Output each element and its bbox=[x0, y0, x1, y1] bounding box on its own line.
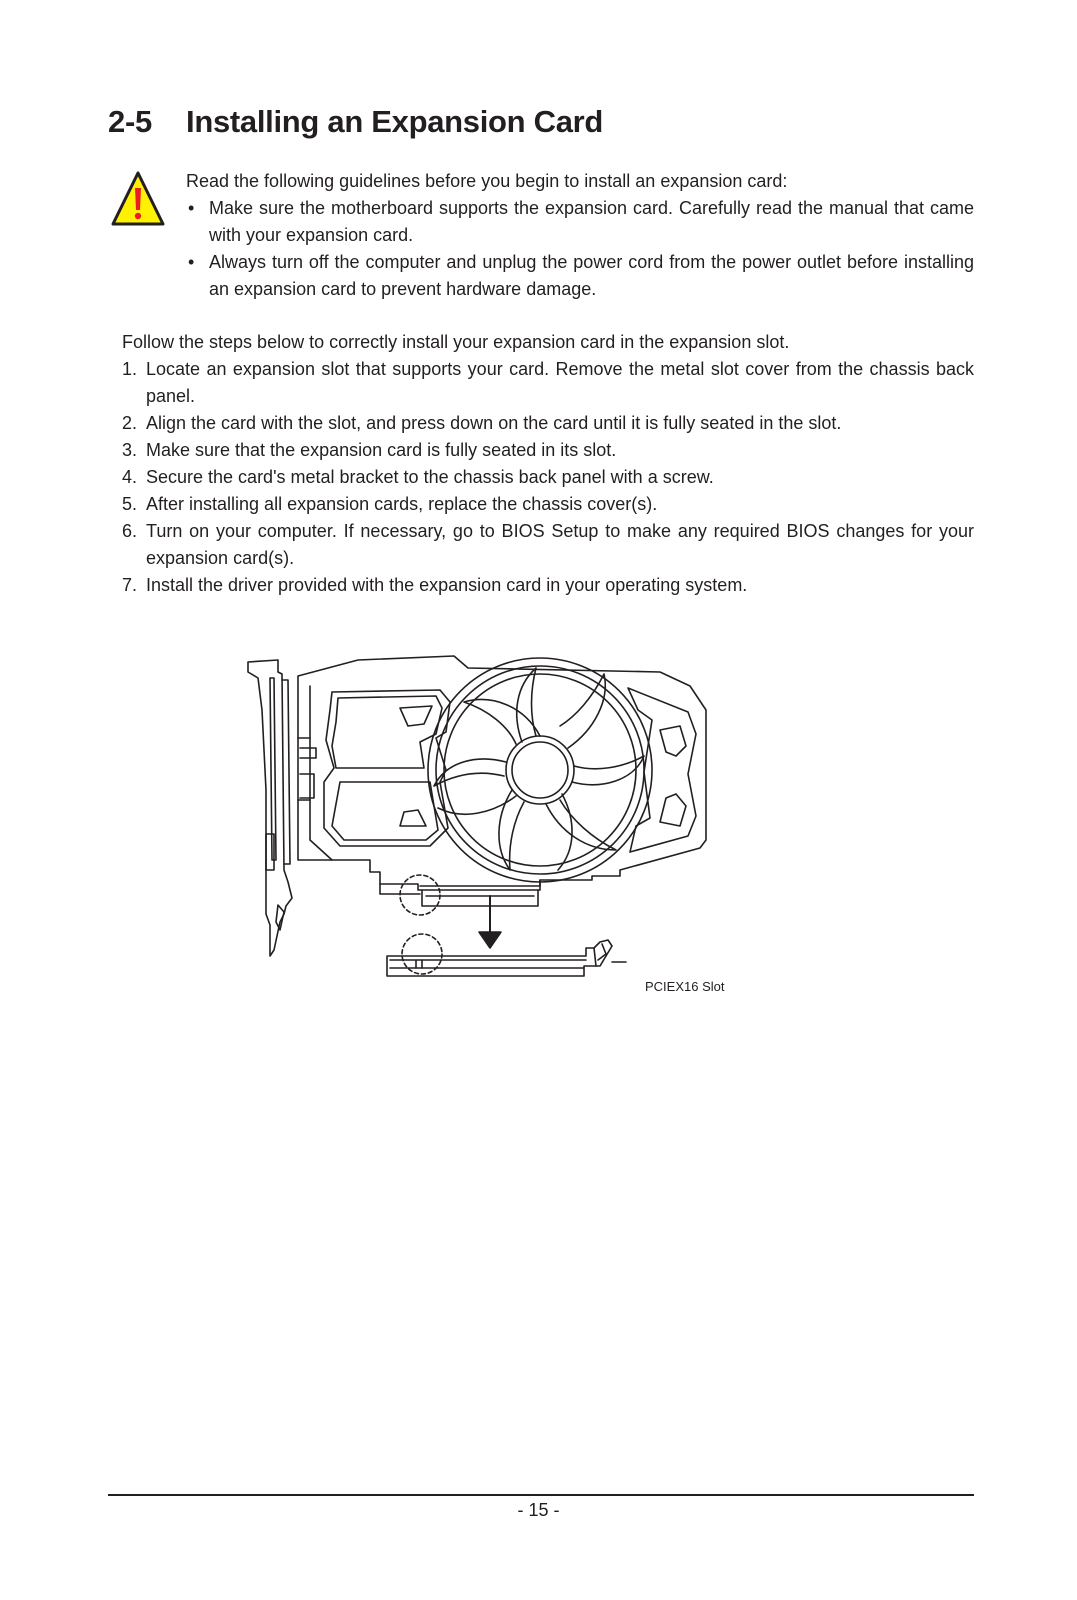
step-item bbox=[122, 410, 974, 437]
warning-triangle-icon bbox=[110, 170, 166, 228]
caution-note bbox=[186, 168, 974, 303]
step-number: 5. bbox=[122, 494, 138, 514]
step-text: Make sure that the expansion card is fully seated in its slot. bbox=[146, 440, 617, 460]
step-text: Secure the card's metal bracket to the chassis back panel with a screw. bbox=[146, 467, 714, 487]
step-item bbox=[122, 437, 974, 464]
pcie-slot-drawing bbox=[387, 934, 626, 976]
caution-intro: Read the following guidelines before you begin to install an expansion card: bbox=[186, 171, 788, 191]
footer-divider bbox=[108, 1494, 974, 1496]
card-notch-highlight bbox=[400, 875, 440, 915]
step-number: 2. bbox=[122, 413, 138, 433]
section-number: 2-5 bbox=[108, 104, 152, 139]
insertion-arrow bbox=[479, 896, 501, 948]
step-text: After installing all expansion cards, replace the chassis cover(s). bbox=[146, 494, 658, 514]
section-heading bbox=[108, 104, 603, 140]
procedure-intro: Follow the steps below to correctly install your expansion card in the expansion slot. bbox=[122, 332, 790, 352]
step-number: 3. bbox=[122, 440, 138, 460]
pcie-slot-label: PCIEX16 Slot bbox=[645, 979, 725, 994]
step-number: 7. bbox=[122, 575, 138, 595]
step-text: Align the card with the slot, and press down on the card until it is fully seated in the slot. bbox=[146, 413, 842, 433]
step-item bbox=[122, 518, 974, 572]
step-item bbox=[122, 572, 974, 599]
step-number: 1. bbox=[122, 359, 138, 379]
procedure-steps bbox=[122, 356, 974, 599]
step-item bbox=[122, 356, 974, 410]
caution-bullet: • Always turn off the computer and unplug the power cord from the power outlet before installing an expansion card to prevent hardware damage. bbox=[186, 249, 974, 303]
section-title: Installing an Expansion Card bbox=[186, 104, 604, 139]
step-number: 4. bbox=[122, 467, 138, 487]
page-number: - 15 - bbox=[517, 1500, 560, 1520]
bracket-drawing bbox=[248, 660, 292, 956]
expansion-card-illustration bbox=[240, 650, 740, 1010]
step-text: Locate an expansion slot that supports your card. Remove the metal slot cover from the chassis back panel. bbox=[146, 359, 974, 406]
step-item bbox=[122, 464, 974, 491]
step-number: 6. bbox=[122, 521, 138, 541]
procedure bbox=[122, 329, 974, 599]
caution-list bbox=[186, 195, 974, 303]
step-text: Turn on your computer. If necessary, go to BIOS Setup to make any required BIOS changes for your expansion card(s). bbox=[146, 521, 974, 568]
step-text: Install the driver provided with the expansion card in your operating system. bbox=[146, 575, 748, 595]
step-item bbox=[122, 491, 974, 518]
caution-bullet: • Make sure the motherboard supports the expansion card. Carefully read the manual that came with your expansion card. bbox=[186, 195, 974, 249]
fan-drawing bbox=[428, 658, 652, 882]
card-body-drawing bbox=[298, 656, 706, 906]
